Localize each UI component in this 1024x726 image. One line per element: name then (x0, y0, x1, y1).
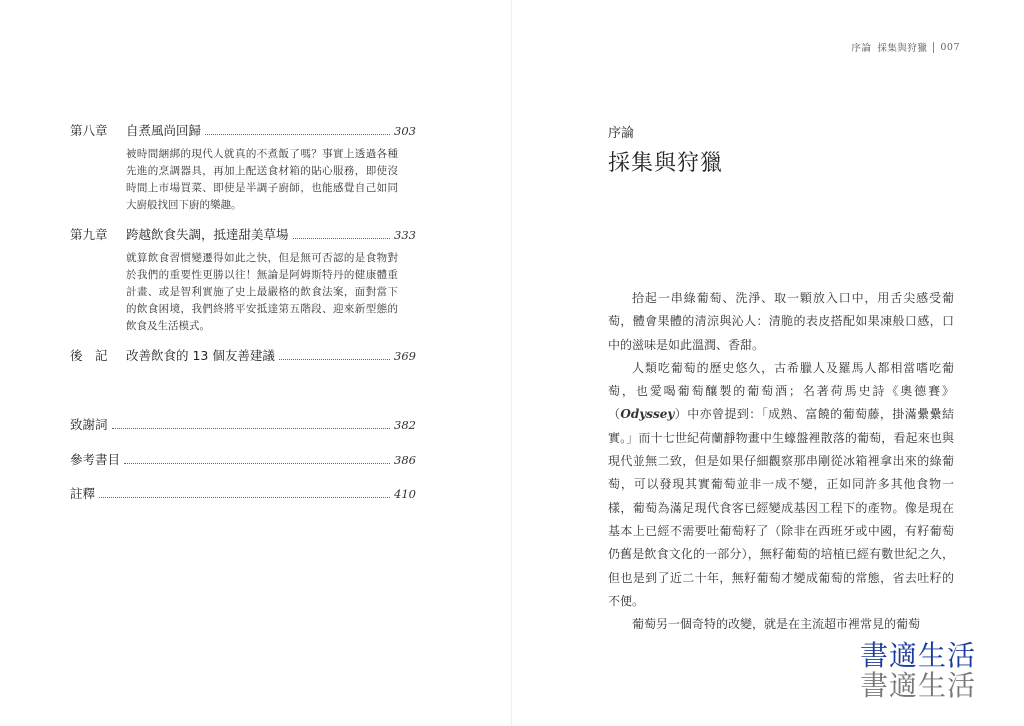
toc-description: 就算飲食習慣變遷得如此之快，但是無可否認的是食物對於我們的重要性更勝以往！無論是阿姆斯特丹的健康體重計畫、或是智利實施了史上最嚴格的飲食法案，面對當下的飲食困境，我們終將平安抵達第五階段、迎來新型態的飲食及生活模式。 (126, 252, 398, 332)
toc-title: 致謝詞 (70, 417, 108, 432)
toc-leader (99, 496, 390, 498)
header-page-number: 007 (940, 41, 960, 53)
toc-chapter-label: 第九章 (70, 227, 108, 242)
toc-page-number: 410 (394, 487, 416, 501)
toc-title: 參考書目 (70, 452, 121, 467)
toc-line (70, 450, 416, 468)
paragraph: 葡萄另一個奇特的改變，就是在主流超市裡常見的葡萄 (632, 617, 921, 632)
toc-entry-chapter-9[interactable] (70, 225, 416, 335)
watermark-logo-shadow: 書適生活 (859, 669, 976, 702)
toc-page-number: 333 (394, 228, 416, 242)
toc-page-number: 386 (394, 453, 416, 467)
header-divider (933, 42, 934, 53)
watermark-logo: 書適生活 (859, 639, 976, 672)
toc-entry-afterword[interactable] (70, 346, 416, 364)
toc-leader (293, 237, 391, 239)
toc-leader (112, 427, 391, 429)
paragraph (608, 357, 954, 613)
toc-title: 自煮風尚回歸 (126, 123, 202, 138)
toc-page-number: 382 (394, 418, 416, 432)
toc-page-number: 369 (394, 349, 416, 363)
toc-leader (124, 462, 390, 464)
toc-line (70, 346, 416, 364)
toc-leader (279, 358, 390, 360)
body-text (608, 287, 954, 636)
toc-entry-notes[interactable] (70, 484, 416, 502)
italic-title: Odyssey (620, 407, 675, 422)
header-section: 序論 (851, 43, 872, 54)
paragraph: 拾起一串綠葡萄、洗淨、取一顆放入口中，用舌尖感受葡萄，體會果體的清涼與沁人：清脆的表皮搭配如果凍般口感，口中的滋味是如此溫潤、香甜。 (608, 291, 954, 352)
prologue-label: 序論 (608, 126, 635, 141)
toc-chapter-label: 第八章 (70, 123, 108, 138)
paragraph-text: ）中亦曾提到：「成熟、富饒的葡萄藤，掛滿纍纍結實。」而十七世紀荷蘭靜物畫中生蠔盤裡散落的葡萄，看起來也與現代並無二致，但是如果仔細觀察那串剛從冰箱裡拿出來的綠葡萄，可以發現其實葡萄並非一成不變，正如同許多其他食物一樣，葡萄為滿足現代食客已經變成基因工程下的產物。像是現在基本上已經不需要吐葡萄籽了（除非在西班牙或中國，有籽葡萄仍舊是飲食文化的一部分），無籽葡萄的培植已經有數世紀之久，但也是到了近二十年，無籽葡萄才變成葡萄的常態，省去吐籽的不便。 (608, 407, 954, 608)
toc-title: 註釋 (70, 486, 96, 501)
toc-chapter-label: 後 記 (70, 348, 108, 363)
toc-title: 改善飲食的 13 個友善建議 (126, 348, 275, 363)
toc-entry-chapter-8[interactable] (70, 121, 416, 214)
toc-page-number: 303 (394, 124, 416, 138)
paragraph-text: 人類吃葡萄的歷史悠久，古希臘人及羅馬人都相當嗜吃葡萄，也愛喝葡萄釀製的葡萄酒；名著荷馬史詩《奧德賽》（ (608, 360, 954, 422)
toc-line (70, 415, 416, 433)
toc-description: 被時間綑綁的現代人就真的不煮飯了嗎？事實上透過各種先進的烹調器具，再加上配送食材箱的貼心服務，即使沒時間上市場買菜、即使是半調子廚師，也能感覺自己如同大廚般找回下廚的樂趣。 (126, 148, 398, 211)
toc-title: 跨越飲食失調，抵達甜美草場 (126, 227, 289, 242)
toc-entry-acknowledgements[interactable] (70, 415, 416, 433)
running-header (851, 40, 960, 54)
toc-leader (205, 133, 390, 135)
toc-line (70, 225, 416, 243)
right-page (512, 0, 1024, 726)
toc-entry-bibliography[interactable] (70, 450, 416, 468)
toc-line (70, 121, 416, 139)
header-title: 採集與狩獵 (877, 43, 928, 54)
toc-line (70, 484, 416, 502)
prologue-title: 採集與狩獵 (608, 151, 724, 176)
